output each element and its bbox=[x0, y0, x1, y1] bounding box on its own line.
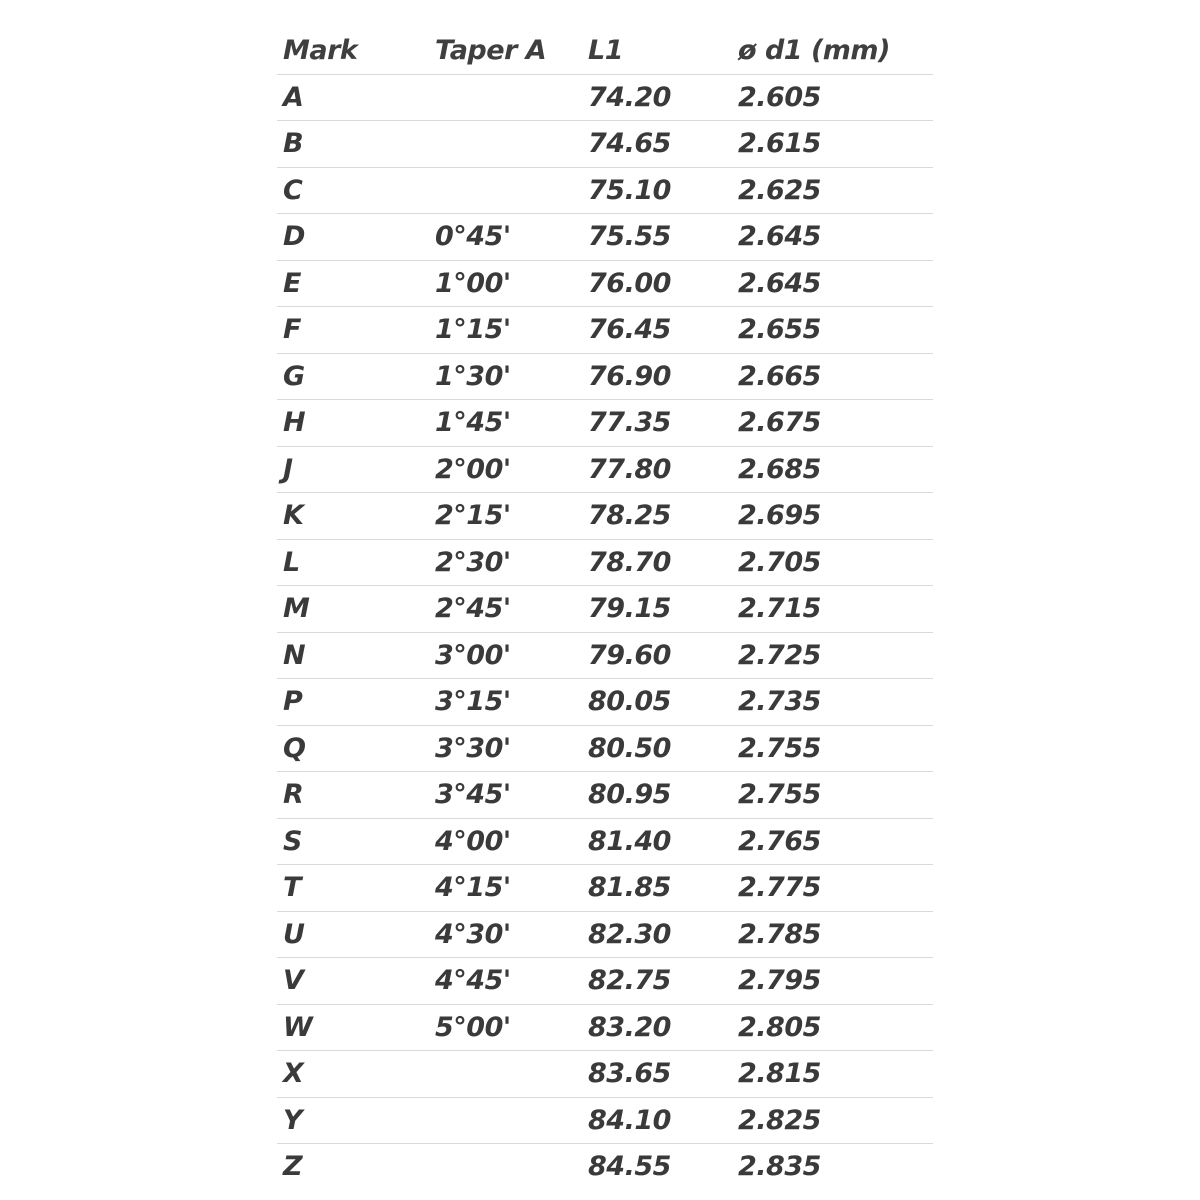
cell-d1: 2.725 bbox=[732, 632, 933, 679]
cell-l1: 80.05 bbox=[582, 679, 732, 726]
cell-taper: 4°30' bbox=[429, 911, 582, 958]
cell-mark: C bbox=[277, 167, 429, 214]
table-row bbox=[277, 493, 933, 540]
cell-taper: 1°30' bbox=[429, 353, 582, 400]
cell-l1: 80.95 bbox=[582, 772, 732, 819]
cell-l1: 82.30 bbox=[582, 911, 732, 958]
cell-d1: 2.805 bbox=[732, 1004, 933, 1051]
table-row bbox=[277, 818, 933, 865]
cell-mark: B bbox=[277, 121, 429, 168]
table-row bbox=[277, 353, 933, 400]
cell-d1: 2.605 bbox=[732, 74, 933, 121]
header-taper: Taper A bbox=[429, 28, 582, 74]
table-row bbox=[277, 772, 933, 819]
cell-taper: 2°15' bbox=[429, 493, 582, 540]
cell-taper: 4°15' bbox=[429, 865, 582, 912]
cell-mark: Z bbox=[283, 1151, 303, 1182]
cell-taper: 0°45' bbox=[429, 214, 582, 261]
cell-taper bbox=[429, 1144, 582, 1190]
cell-l1: 78.25 bbox=[582, 493, 732, 540]
cell-d1: 2.645 bbox=[732, 260, 933, 307]
cell-mark: X bbox=[277, 1051, 429, 1098]
header-row bbox=[277, 28, 933, 74]
cell-d1: 2.685 bbox=[732, 446, 933, 493]
table-row bbox=[277, 121, 933, 168]
table-row bbox=[277, 1051, 933, 1098]
cell-taper: 2°30' bbox=[429, 539, 582, 586]
table-header bbox=[277, 28, 933, 74]
table-row bbox=[277, 725, 933, 772]
cell-d1: 2.645 bbox=[732, 214, 933, 261]
cell-mark: V bbox=[277, 958, 429, 1005]
cell-mark: P bbox=[277, 679, 429, 726]
cell-d1: 2.835 bbox=[738, 1151, 821, 1182]
cell-mark: F bbox=[277, 307, 429, 354]
cell-l1: 81.85 bbox=[582, 865, 732, 912]
cell-l1: 75.10 bbox=[582, 167, 732, 214]
table-row bbox=[277, 911, 933, 958]
table-row bbox=[277, 307, 933, 354]
table-row bbox=[277, 1004, 933, 1051]
cell-d1: 2.785 bbox=[732, 911, 933, 958]
cell-d1: 2.795 bbox=[732, 958, 933, 1005]
cell-d1: 2.735 bbox=[732, 679, 933, 726]
cell-mark: D bbox=[277, 214, 429, 261]
cell-l1: 79.60 bbox=[582, 632, 732, 679]
table-row bbox=[277, 586, 933, 633]
cell-mark: L bbox=[277, 539, 429, 586]
cell-mark: K bbox=[277, 493, 429, 540]
cell-l1: 77.35 bbox=[582, 400, 732, 447]
cell-d1: 2.655 bbox=[732, 307, 933, 354]
cell-l1: 83.65 bbox=[582, 1051, 732, 1098]
cell-mark: W bbox=[277, 1004, 429, 1051]
cell-mark: E bbox=[277, 260, 429, 307]
header-mark: Mark bbox=[277, 28, 429, 74]
cell-l1: 77.80 bbox=[582, 446, 732, 493]
cell-mark: T bbox=[277, 865, 429, 912]
table-row bbox=[277, 632, 933, 679]
cell-l1: 75.55 bbox=[582, 214, 732, 261]
cell-mark: H bbox=[277, 400, 429, 447]
cell-mark: M bbox=[277, 586, 429, 633]
cell-d1: 2.775 bbox=[732, 865, 933, 912]
cell-taper: 4°00' bbox=[429, 818, 582, 865]
cell-d1: 2.715 bbox=[732, 586, 933, 633]
cell-taper bbox=[429, 1051, 582, 1098]
table-row bbox=[277, 958, 933, 1005]
cell-d1: 2.705 bbox=[732, 539, 933, 586]
cell-mark: J bbox=[277, 446, 429, 493]
cell-d1: 2.665 bbox=[732, 353, 933, 400]
cell-l1: 82.75 bbox=[582, 958, 732, 1005]
cell-d1: 2.615 bbox=[732, 121, 933, 168]
cell-l1: 78.70 bbox=[582, 539, 732, 586]
cell-d1: 2.755 bbox=[732, 772, 933, 819]
table-row bbox=[277, 167, 933, 214]
cell-taper: 1°00' bbox=[429, 260, 582, 307]
cell-d1: 2.755 bbox=[732, 725, 933, 772]
table-row bbox=[277, 865, 933, 912]
cell-taper bbox=[429, 167, 582, 214]
table-row bbox=[277, 400, 933, 447]
cell-l1: 84.10 bbox=[582, 1097, 732, 1144]
cell-mark: N bbox=[277, 632, 429, 679]
cell-taper: 1°15' bbox=[429, 307, 582, 354]
cell-d1: 2.625 bbox=[732, 167, 933, 214]
cell-taper bbox=[429, 74, 582, 121]
cell-d1: 2.815 bbox=[732, 1051, 933, 1098]
cell-taper: 3°45' bbox=[429, 772, 582, 819]
cell-taper: 1°45' bbox=[429, 400, 582, 447]
cell-taper: 3°00' bbox=[429, 632, 582, 679]
cell-mark: U bbox=[277, 911, 429, 958]
cell-l1: 74.65 bbox=[582, 121, 732, 168]
table-row bbox=[277, 1144, 933, 1190]
cell-l1: 76.45 bbox=[582, 307, 732, 354]
cell-d1: 2.765 bbox=[732, 818, 933, 865]
cell-d1: 2.695 bbox=[732, 493, 933, 540]
table-row bbox=[277, 446, 933, 493]
table-row bbox=[277, 539, 933, 586]
cell-d1: 2.825 bbox=[732, 1097, 933, 1144]
table-body bbox=[277, 74, 933, 1190]
cell-l1: 76.00 bbox=[582, 260, 732, 307]
cell-taper: 4°45' bbox=[429, 958, 582, 1005]
cell-l1: 80.50 bbox=[582, 725, 732, 772]
cell-taper: 2°00' bbox=[429, 446, 582, 493]
cell-taper: 3°30' bbox=[429, 725, 582, 772]
specification-table bbox=[277, 28, 933, 1190]
cell-l1: 76.90 bbox=[582, 353, 732, 400]
table-row bbox=[277, 74, 933, 121]
cell-taper bbox=[429, 121, 582, 168]
table-row bbox=[277, 1097, 933, 1144]
specification-table-container bbox=[277, 28, 933, 1190]
header-d1: ø d1 (mm) bbox=[732, 28, 933, 74]
cell-taper: 5°00' bbox=[429, 1004, 582, 1051]
cell-l1: 84.55 bbox=[588, 1151, 671, 1182]
cell-d1: 2.675 bbox=[732, 400, 933, 447]
cell-l1: 74.20 bbox=[582, 74, 732, 121]
cell-mark: R bbox=[277, 772, 429, 819]
table-row bbox=[277, 260, 933, 307]
cell-mark: Y bbox=[277, 1097, 429, 1144]
cell-l1: 79.15 bbox=[582, 586, 732, 633]
table-row bbox=[277, 214, 933, 261]
cell-taper: 3°15' bbox=[429, 679, 582, 726]
cell-mark: G bbox=[277, 353, 429, 400]
cell-mark: S bbox=[277, 818, 429, 865]
cell-l1: 83.20 bbox=[582, 1004, 732, 1051]
header-l1: L1 bbox=[582, 28, 732, 74]
table-row bbox=[277, 679, 933, 726]
cell-taper: 2°45' bbox=[429, 586, 582, 633]
cell-l1: 81.40 bbox=[582, 818, 732, 865]
cell-mark: Q bbox=[277, 725, 429, 772]
cell-taper bbox=[429, 1097, 582, 1144]
cell-mark: A bbox=[277, 74, 429, 121]
